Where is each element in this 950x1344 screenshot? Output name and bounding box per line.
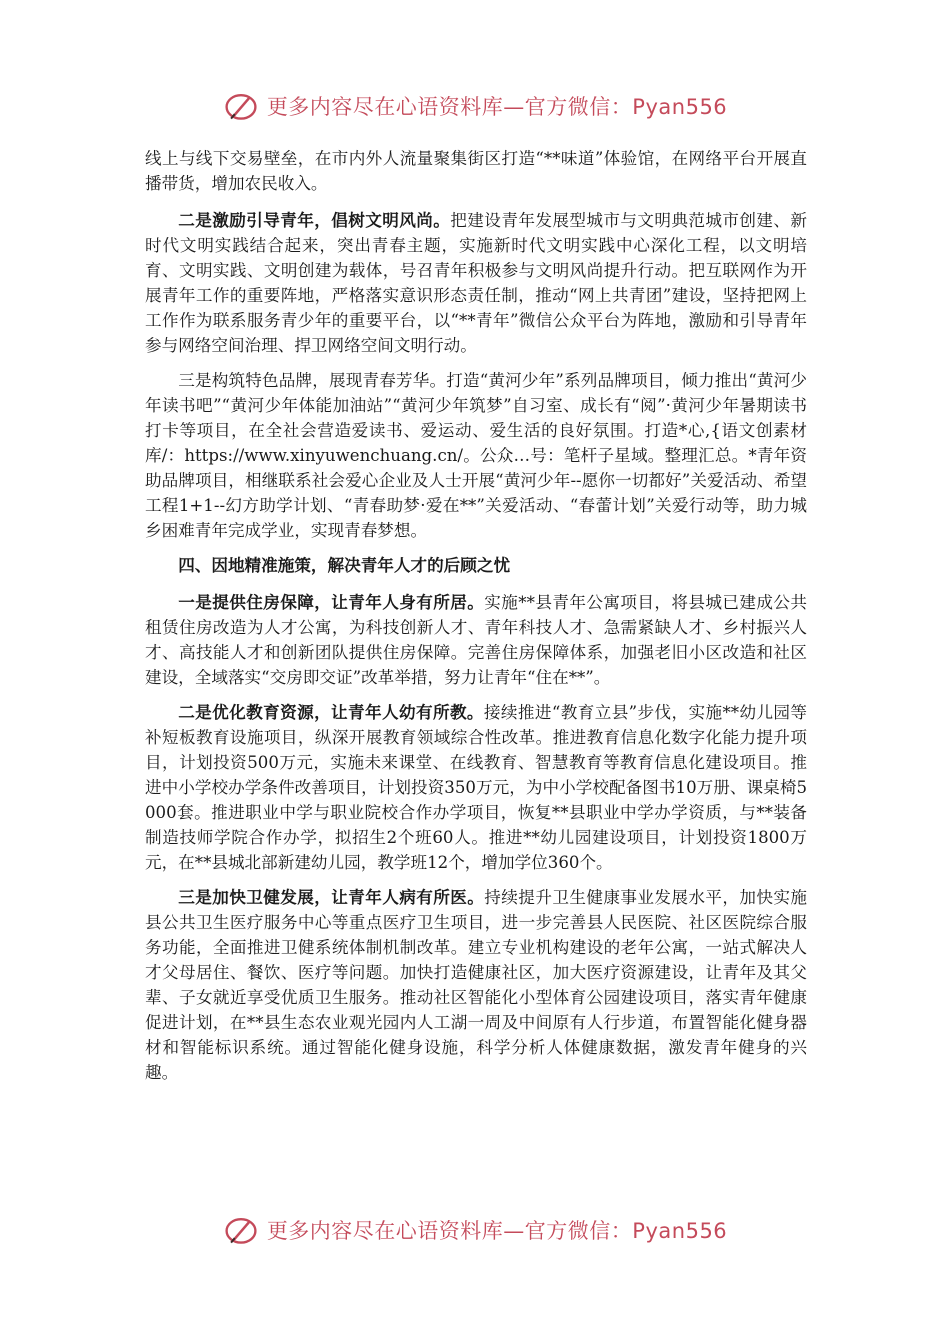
paragraph: 三是加快卫健发展，让青年人病有所医。持续提升卫生健康事业发展水平，加快实施县公共卫生医疗服务中心等重点医疗卫生项目，进一步完善县人民医院、社区医院综合服务功能，全面推进卫健系统体制机制改革。建立专业机构建设的老年公寓，一站式解决人才父母居住、餐饮、医疗等问题。加快打造健康社区，加大医疗资源建设，让青年及其父辈、子女就近享受优质卫生服务。推动社区智能化小型体育公园建设项目，落实青年健康促进计划，在**县生态农业观光园内人工湖一周及中间原有人行步道，布置智能化健身器材和智能标识系统。通过智能化健身设施，科学分析人体健康数据，激发青年健身的兴趣。 (145, 887, 807, 1082)
paragraph: 一是提供住房保障，让青年人身有所居。实施**县青年公寓项目，将县城已建成公共租赁住房改造为人才公寓，为科技创新人才、青年科技人才、急需紧缺人才、乡村振兴人才、高技能人才和创新团队提供住房保障。完善住房保障体系，加强老旧小区改造和社区建设，全域落实“交房即交证”改革举措，努力让青年“住在**”。 (145, 592, 807, 687)
section-heading: 四、因地精准施策，解决青年人才的后顾之忧 (178, 555, 511, 575)
paragraph: 二是激励引导青年，倡树文明风尚。把建设青年发展型城市与文明典范城市创建、新时代文明实践结合起来，突出青春主题，实施新时代文明实践中心深化工程，以文明培育、文明实践、文明创建为载体，号召青年积极参与文明风尚提升行动。把互联网作为开展青年工作的重要阵地，严格落实意识形态责任制，推动“网上共青团”建设，坚持把网上工作作为联系服务青少年的重要平台，以“**青年”微信公众平台为阵地，激励和引导青年参与网络空间治理、捍卫网络空间文明行动。 (145, 210, 808, 355)
banner-text: 更多内容尽在心语资料库—官方微信：Pyan556 (266, 95, 728, 119)
paragraph: 三是构筑特色品牌，展现青春芳华。打造“黄河少年”系列品牌项目，倾力推出“黄河少年读书吧”“黄河少年体能加油站”“黄河少年筑梦”自习室、成长有“阅”·黄河少年暑期读书打卡等项目，在全社会营造爱读书、爱运动、爱生活的良好氛围。打造*心,{语文创素材库/：https://www.xinyuwenchuang.cn/。公众…号：笔杆子星域。整理汇总。*青年资助品牌项目，相继联系社会爱心企业及人士开展“黄河少年--愿你一切都好”关爱活动、希望工程1+1--幻方助学计划、“青春助梦·爱在**”关爱活动、“春蕾计划”关爱行动等，助力城乡困难青年完成学业，实现青春梦想。 (145, 371, 807, 540)
document-body (145, 146, 807, 1095)
paragraph-lead: 三是加快卫健发展，让青年人病有所医。 (178, 887, 485, 907)
paragraph: 线上与线下交易壁垒，在市内外人流量聚集街区打造“**味道”体验馆，在网络平台开展直播带货，增加农民收入。 (145, 149, 807, 193)
paragraph-lead: 二是优化教育资源，让青年人幼有所教。 (178, 702, 484, 722)
footer-banner (0, 1210, 950, 1250)
header-banner (0, 86, 950, 126)
pen-ink-logo-icon (223, 88, 259, 124)
paragraph-lead: 二是激励引导青年，倡树文明风尚。 (178, 210, 451, 230)
pen-ink-logo-icon (223, 1212, 259, 1248)
paragraph: 二是优化教育资源，让青年人幼有所教。接续推进“教育立县”步伐，实施**幼儿园等补短板教育设施项目，纵深开展教育领域综合性改革。推进教育信息化数字化能力提升项目，计划投资500万元，实施未来课堂、在线教育、智慧教育等教育信息化建设项目。推进中小学校办学条件改善项目，计划投资350万元，为中小学校配备图书10万册、课桌椅5000套。推进职业中学与职业院校合作办学项目，恢复**县职业中学办学资质，与**装备制造技师学院合作办学，拟招生2个班60人。推进**幼儿园建设项目，计划投资1800万元，在**县城北部新建幼儿园，教学班12个，增加学位360个。 (145, 702, 808, 872)
paragraph-lead: 一是提供住房保障，让青年人身有所居。 (178, 592, 485, 612)
banner-text: 更多内容尽在心语资料库—官方微信：Pyan556 (266, 1219, 728, 1243)
